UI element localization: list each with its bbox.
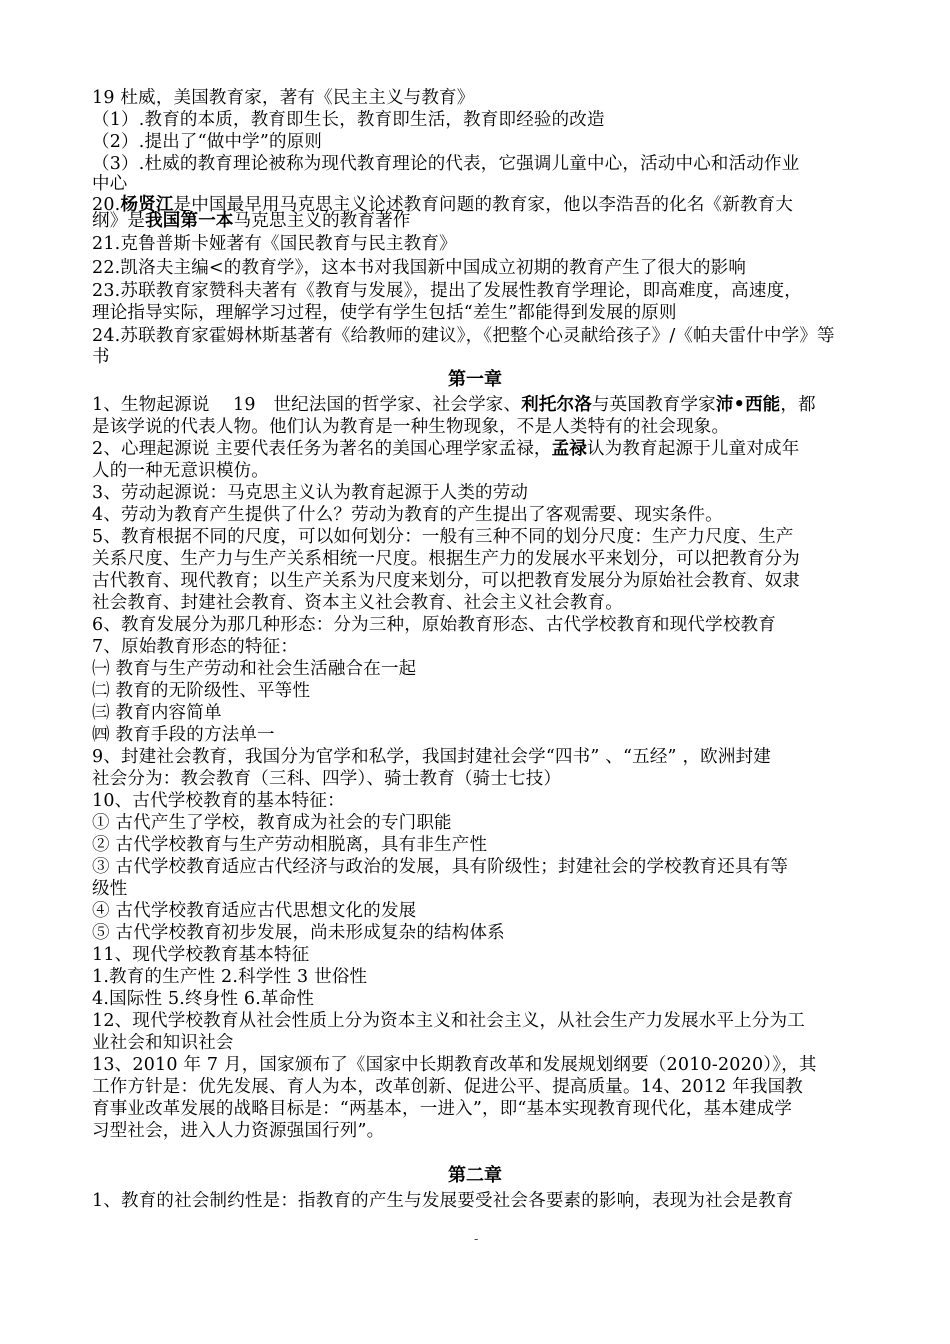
list-item: ④ 古代学校教育适应古代思想文化的发展 (92, 901, 417, 921)
text-span: 认为教育起源于儿童对成年 (587, 439, 800, 459)
text-line: 5、教育根据不同的尺度，可以如何划分：一般有三种不同的划分尺度：生产力尺度、生产 (92, 527, 794, 547)
emphasis-text: 孟禄 (551, 439, 588, 459)
text-line: 社会教育、封建社会教育、资本主义社会教育、社会主义社会教育。 (92, 593, 623, 613)
emphasis-text: 利托尔洛 (521, 395, 592, 415)
text-line: 21.克鲁普斯卡娅著有《国民教育与民主教育》 (92, 234, 457, 254)
text-line (92, 394, 816, 416)
text-span: 马克思主义的教育著作 (233, 211, 411, 231)
text-line: 4、劳动为教育产生提供了什么？劳动为教育的产生提出了客观需要、现实条件。 (92, 505, 723, 525)
page-footer-mark: - (474, 1232, 479, 1246)
text-line: 工作方针是：优先发展、育人为本，改革创新、促进公平、提高质量。14、2012 年我国教 (92, 1077, 803, 1097)
text-line: 中心 (92, 174, 128, 194)
emphasis-text: 沛•西能 (715, 395, 781, 415)
person-name: 杨贤江 (120, 195, 174, 215)
text-line: （1）.教育的本质，教育即生长，教育即生活，教育即经验的改造 (92, 110, 605, 130)
text-line: （2）.提出了“做中学”的原则 (92, 132, 323, 152)
text-line: 11、现代学校教育基本特征 (92, 945, 310, 965)
text-line: 22.凯洛夫主编<的教育学》，这本书对我国新中国成立初期的教育产生了很大的影响 (92, 258, 747, 278)
list-item: ② 古代学校教育与生产劳动相脱离，具有非生产性 (92, 835, 488, 855)
text-span: 与英国教育学家 (591, 395, 716, 415)
text-line: 业社会和知识社会 (92, 1033, 234, 1053)
text-line: 12、现代学校教育从社会性质上分为资本主义和社会主义，从社会生产力发展水平上分为工 (92, 1011, 805, 1031)
text-line: 9、封建社会教育，我国分为官学和私学，我国封建社会学“四书” 、“五经” ，欧洲封建 (92, 747, 771, 767)
text-line: 6、教育发展分为那几种形态：分为三种，原始教育形态、古代学校教育和现代学校教育 (92, 615, 776, 635)
emphasis-text: 我国第一本 (145, 211, 234, 231)
item-20-line-2 (92, 210, 411, 232)
list-item: ㈠ 教育与生产劳动和社会生活融合在一起 (92, 659, 417, 679)
list-item: 4.国际性 5.终身性 6.革命性 (92, 989, 315, 1009)
text-line: 育事业改革发展的战略目标是：“两基本，一进入”，即“基本实现教育现代化，基本建成学 (92, 1099, 793, 1119)
text-line: 是该学说的代表人物。他们认为教育是一种生物现象，不是人类特有的社会现象。 (92, 417, 730, 437)
text-span: ，都 (780, 395, 816, 415)
text-line: 习型社会，进入人力资源强国行列”。 (92, 1121, 385, 1141)
list-item: ㈣ 教育手段的方法单一 (92, 725, 275, 745)
text-line: 1、教育的社会制约性是：指教育的产生与发展要受社会各要素的影响，表现为社会是教育 (92, 1191, 794, 1211)
text-line: 3、劳动起源说：马克思主义认为教育起源于人类的劳动 (92, 483, 529, 503)
text-span: 纲》是 (92, 211, 146, 231)
text-line: 社会分为：教会教育（三科、四学）、骑士教育（骑士七技） (92, 769, 562, 789)
text-line: 13、2010 年 7 月，国家颁布了《国家中长期教育改革和发展规划纲要（2010-2020）》，其 (92, 1055, 817, 1075)
list-item: ㈢ 教育内容简单 (92, 703, 222, 723)
text-line: 19 杜威，美国教育家，著有《民主主义与教育》 (92, 88, 475, 108)
list-item: ③ 古代学校教育适应古代经济与政治的发展，具有阶级性；封建社会的学校教育还具有等 (92, 857, 789, 877)
chapter-heading: 第二章 (448, 1165, 502, 1186)
item-number: 20. (92, 195, 121, 215)
text-span: 2、心理起源说 主要代表任务为著名的美国心理学家孟禄， (92, 439, 552, 459)
text-span: 是中国最早用马克思主义论述教育问题的教育家，他以李浩吾的化名《新教育大 (173, 195, 794, 215)
list-item: ① 古代产生了学校，教育成为社会的专门职能 (92, 813, 452, 833)
chapter-heading: 第一章 (448, 369, 502, 390)
text-line: 24.苏联教育家霍姆林斯基著有《给教师的建议》，《把整个心灵献给孩子》/《帕夫雷什中学》等 (92, 326, 835, 346)
text-line: 级性 (92, 879, 128, 899)
text-line: 23.苏联教育家赞科夫著有《教育与发展》，提出了发展性教育学理论，即高难度，高速度， (92, 281, 802, 301)
text-line: 人的一种无意识模仿。 (92, 461, 269, 481)
text-line: 书 (92, 347, 110, 367)
text-line: （3）.杜威的教育理论被称为现代教育理论的代表，它强调儿童中心，活动中心和活动作业 (92, 154, 800, 174)
text-line: 理论指导实际，理解学习过程，使学有学生包括“差生”都能得到发展的原则 (92, 303, 677, 323)
text-line (92, 438, 799, 460)
list-item: ㈡ 教育的无阶级性、平等性 (92, 681, 311, 701)
text-line: 10、古代学校教育的基本特征： (92, 791, 345, 811)
text-span: 1、生物起源说 19 世纪法国的哲学家、社会学家、 (92, 395, 522, 415)
text-line: 古代教育、现代教育；以生产关系为尺度来划分，可以把教育发展分为原始社会教育、奴隶 (92, 571, 800, 591)
text-line: 7、原始教育形态的特征： (92, 637, 299, 657)
text-line: 关系尺度、生产力与生产关系相统一尺度。根据生产力的发展水平来划分，可以把教育分为 (92, 549, 800, 569)
list-item: ⑤ 古代学校教育初步发展，尚未形成复杂的结构体系 (92, 923, 505, 943)
list-item: 1.教育的生产性 2.科学性 3 世俗性 (92, 967, 368, 987)
